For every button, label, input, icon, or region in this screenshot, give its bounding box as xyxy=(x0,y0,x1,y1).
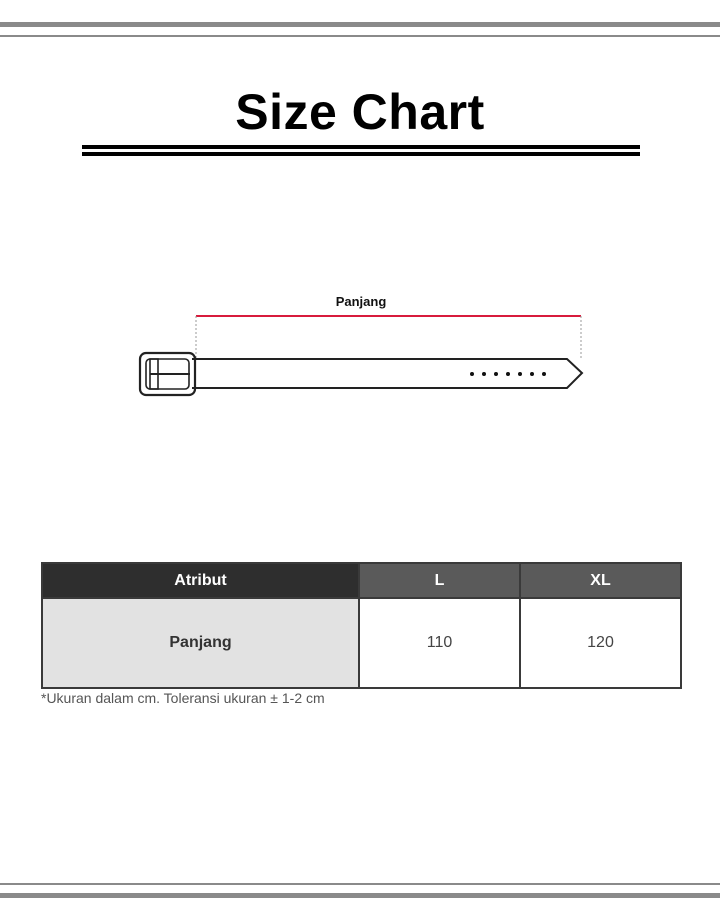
bottom-border-thick xyxy=(0,893,720,898)
value-l: 110 xyxy=(359,598,520,688)
page-title: Size Chart xyxy=(235,84,485,140)
size-table xyxy=(41,562,682,689)
header-size-xl: XL xyxy=(520,563,681,598)
belt-buckle xyxy=(140,353,195,395)
title-underline-top xyxy=(82,145,640,149)
row-label-panjang: Panjang xyxy=(42,598,359,688)
top-border-thick xyxy=(0,22,720,27)
footnote: *Ukuran dalam cm. Toleransi ukuran ± 1-2 cm xyxy=(41,690,325,706)
belt-diagram xyxy=(0,280,720,410)
table-row xyxy=(42,598,681,688)
title-underline-bottom xyxy=(82,152,640,156)
header-atribut: Atribut xyxy=(42,563,359,598)
value-xl: 120 xyxy=(520,598,681,688)
table-header-row xyxy=(42,563,681,598)
measure-label: Panjang xyxy=(335,294,387,309)
belt-strap xyxy=(192,359,582,388)
header-size-l: L xyxy=(359,563,520,598)
bottom-border-thin xyxy=(0,883,720,885)
top-border-thin xyxy=(0,35,720,37)
